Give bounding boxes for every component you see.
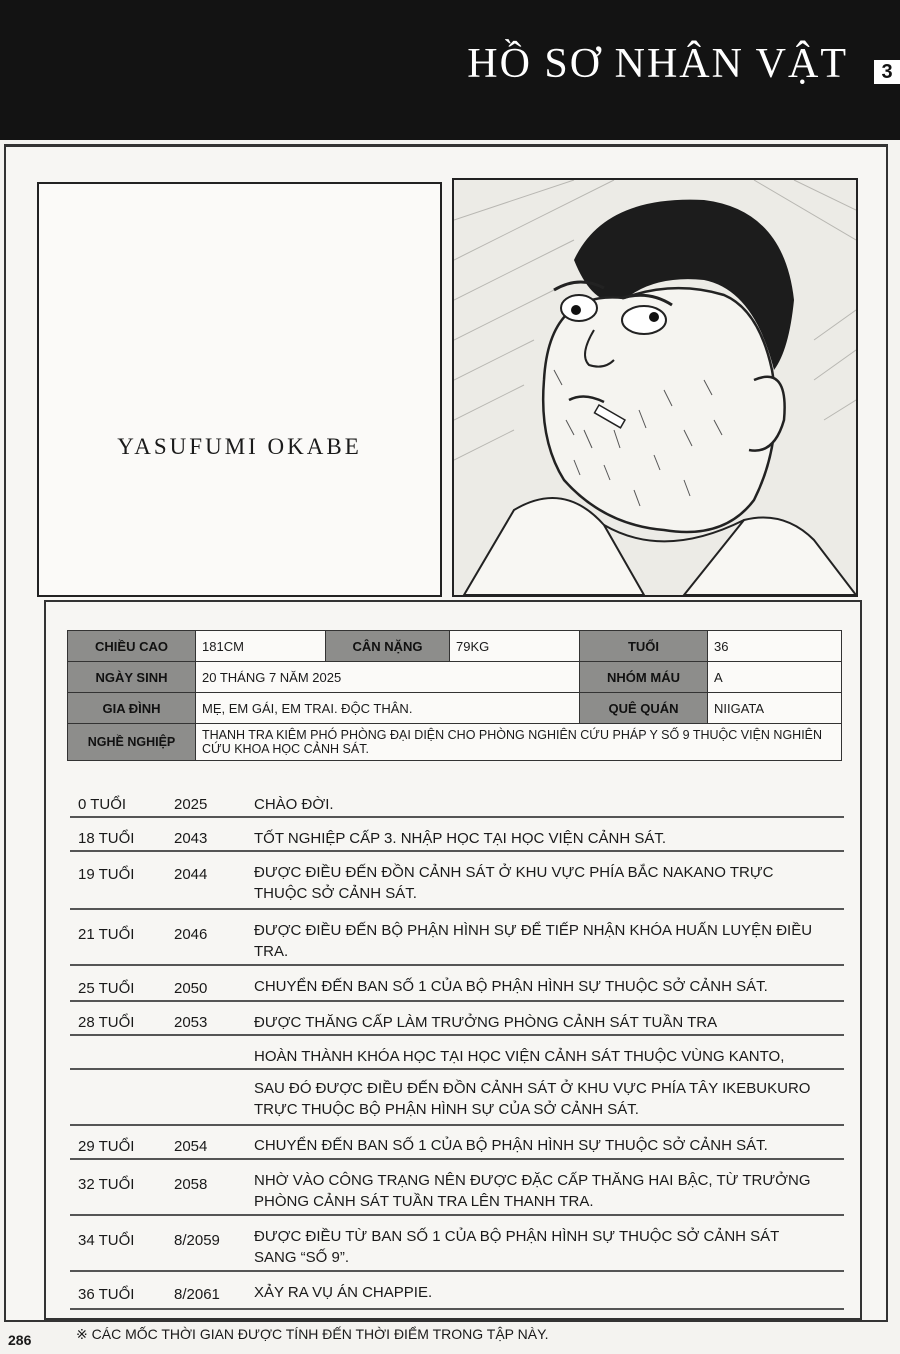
timeline-event: ĐƯỢC ĐIỀU ĐẾN BỘ PHẬN HÌNH SỰ ĐỂ TIẾP NHẬN KHÓA HUẤN LUYỆN ĐIỀU TRA. xyxy=(254,922,813,960)
timeline-event: CHUYỂN ĐẾN BAN SỐ 1 CỦA BỘ PHẬN HÌNH SỰ THUỘC SỞ CẢNH SÁT. xyxy=(254,1137,768,1154)
birthday-label: NGÀY SINH xyxy=(68,662,196,693)
timeline-age: 28 TUỔI xyxy=(78,1014,135,1031)
timeline-row xyxy=(70,1126,844,1160)
job-label: NGHỀ NGHIỆP xyxy=(68,724,196,761)
timeline-age: 36 TUỔI xyxy=(78,1286,135,1303)
timeline-row xyxy=(70,852,844,910)
timeline-event: CHUYỂN ĐẾN BAN SỐ 1 CỦA BỘ PHẬN HÌNH SỰ THUỘC SỞ CẢNH SÁT. xyxy=(254,978,768,995)
timeline-event: ĐƯỢC THĂNG CẤP LÀM TRƯỞNG PHÒNG CẢNH SÁT TUẦN TRA xyxy=(254,1014,718,1031)
timeline-row xyxy=(70,1272,844,1310)
family-value: MẸ, EM GÁI, EM TRAI. ĐỘC THÂN. xyxy=(196,693,580,724)
timeline-event: SAU ĐÓ ĐƯỢC ĐIỀU ĐẾN ĐỒN CẢNH SÁT Ở KHU VỰC PHÍA TÂY IKEBUKURO TRỰC THUỘC BỘ PHẬN HÌNH SỰ CỦA SỞ CẢNH SÁT. xyxy=(254,1080,811,1118)
timeline-age: 21 TUỔI xyxy=(78,926,135,943)
timeline-age: 18 TUỔI xyxy=(78,830,135,847)
timeline-event: HOÀN THÀNH KHÓA HỌC TẠI HỌC VIỆN CẢNH SÁT THUỘC VÙNG KANTO, xyxy=(254,1048,785,1065)
timeline-age: 32 TUỔI xyxy=(78,1176,135,1193)
hometown-value: NIIGATA xyxy=(708,693,842,724)
blood-value: A xyxy=(708,662,842,693)
age-label: TUỔI xyxy=(580,631,708,662)
timeline-event: ĐƯỢC ĐIỀU TỪ BAN SỐ 1 CỦA BỘ PHẬN HÌNH SỰ THUỘC SỞ CẢNH SÁT SANG “SỐ 9”. xyxy=(254,1228,780,1266)
portrait-illustration xyxy=(452,178,858,597)
timeline-event: TỐT NGHIỆP CẤP 3. NHẬP HỌC TẠI HỌC VIỆN CẢNH SÁT. xyxy=(254,830,667,847)
timeline xyxy=(70,778,844,1310)
volume-number: 3 xyxy=(874,60,900,84)
timeline-year: 2053 xyxy=(174,1014,208,1031)
timeline-age: 29 TUỔI xyxy=(78,1138,135,1155)
timeline-year: 2050 xyxy=(174,980,208,997)
timeline-row xyxy=(70,818,844,852)
timeline-year: 2054 xyxy=(174,1138,208,1155)
timeline-row xyxy=(70,778,844,818)
height-label: CHIỀU CAO xyxy=(68,631,196,662)
hometown-label: QUÊ QUÁN xyxy=(580,693,708,724)
name-box xyxy=(37,182,442,597)
timeline-age: 0 TUỔI xyxy=(78,796,127,813)
timeline-row xyxy=(70,1070,844,1126)
timeline-age: 34 TUỔI xyxy=(78,1232,135,1249)
job-value: THANH TRA KIÊM PHÓ PHÒNG ĐẠI DIỆN CHO PHÒNG NGHIÊN CỨU PHÁP Y SỐ 9 THUỘC VIỆN NGHIÊN CỨU KHOA HỌC CẢNH SÁT. xyxy=(196,724,842,761)
timeline-event: XẢY RA VỤ ÁN CHAPPIE. xyxy=(254,1284,433,1301)
character-name: YASUFUMI OKABE xyxy=(117,434,362,459)
timeline-year: 2058 xyxy=(174,1176,208,1193)
timeline-event: NHỜ VÀO CÔNG TRẠNG NÊN ĐƯỢC ĐẶC CẤP THĂNG HAI BẬC, TỪ TRƯỞNG PHÒNG CẢNH SÁT TUẦN TRA LÊN THANH TRA. xyxy=(254,1172,811,1210)
header-bar xyxy=(0,0,900,140)
character-portrait-icon xyxy=(454,180,856,595)
page-number: 286 xyxy=(8,1332,32,1348)
timeline-row xyxy=(70,966,844,1002)
timeline-year: 2044 xyxy=(174,866,208,883)
page-title: HỒ SƠ NHÂN VẬT xyxy=(467,41,848,87)
timeline-row xyxy=(70,1036,844,1070)
timeline-year: 2046 xyxy=(174,926,208,943)
timeline-row xyxy=(70,1160,844,1216)
weight-label: CÂN NẶNG xyxy=(326,631,450,662)
timeline-year: 8/2059 xyxy=(174,1232,220,1249)
timeline-year: 2025 xyxy=(174,796,208,813)
timeline-row xyxy=(70,910,844,966)
timeline-row xyxy=(70,1002,844,1036)
timeline-age: 25 TUỔI xyxy=(78,980,135,997)
timeline-year: 8/2061 xyxy=(174,1286,220,1303)
info-table xyxy=(67,630,842,761)
height-value: 181CM xyxy=(196,631,326,662)
timeline-row xyxy=(70,1216,844,1272)
age-value: 36 xyxy=(708,631,842,662)
weight-value: 79KG xyxy=(450,631,580,662)
blood-label: NHÓM MÁU xyxy=(580,662,708,693)
timeline-year: 2043 xyxy=(174,830,208,847)
footnote: ※ CÁC MỐC THỜI GIAN ĐƯỢC TÍNH ĐẾN THỜI ĐIỂM TRONG TẬP NÀY. xyxy=(76,1326,549,1342)
timeline-event: CHÀO ĐỜI. xyxy=(254,796,334,813)
timeline-event: ĐƯỢC ĐIỀU ĐẾN ĐỒN CẢNH SÁT Ở KHU VỰC PHÍA BẮC NAKANO TRỰC THUỘC SỞ CẢNH SÁT. xyxy=(254,864,774,902)
timeline-age: 19 TUỔI xyxy=(78,866,135,883)
birthday-value: 20 THÁNG 7 NĂM 2025 xyxy=(196,662,580,693)
family-label: GIA ĐÌNH xyxy=(68,693,196,724)
